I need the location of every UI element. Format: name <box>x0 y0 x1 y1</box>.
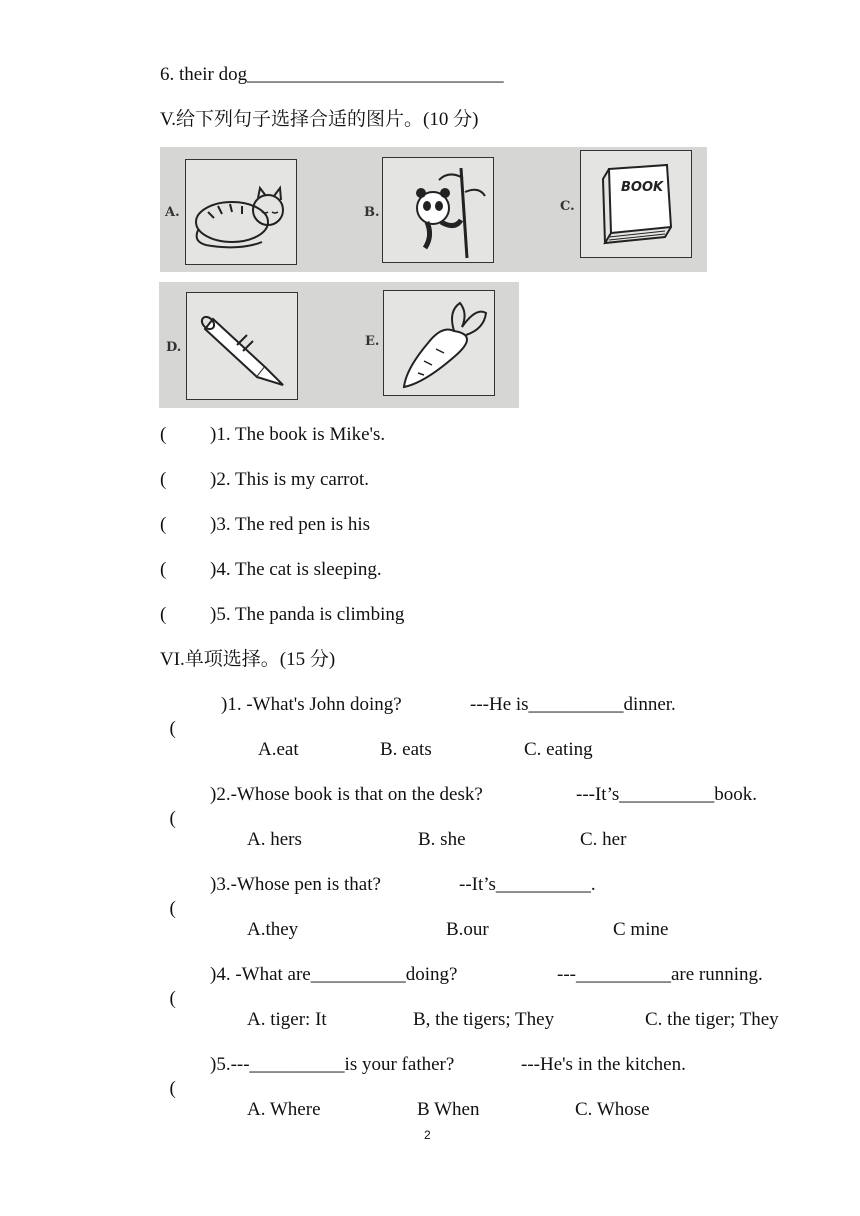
carrot-picture <box>383 290 495 396</box>
fill-in-item-6: 6. their dog___________________________ <box>160 64 504 85</box>
answer-paren: ( <box>160 469 167 490</box>
match-item-3-text: )3. The red pen is his <box>210 514 371 535</box>
option-b: B When <box>417 1099 480 1120</box>
question-5-prompt: )5.---__________is your father? <box>210 1054 455 1075</box>
answer-paren: ( <box>160 559 167 580</box>
match-item-1 <box>160 423 386 447</box>
option-c: C. her <box>580 829 627 850</box>
answer-paren: ( <box>169 898 176 919</box>
question-5-response: ---He's in the kitchen. <box>521 1054 686 1075</box>
picture-strip-1 <box>160 147 707 272</box>
answer-paren: ( <box>160 514 167 535</box>
option-a: A.they <box>247 919 299 940</box>
match-item-5-text: )5. The panda is climbing <box>210 604 405 625</box>
picture-label-b: B. <box>364 205 380 220</box>
picture-label-e: E. <box>365 334 380 349</box>
option-b: B, the tigers; They <box>413 1009 555 1030</box>
book-picture <box>580 150 692 258</box>
answer-paren: ( <box>169 1078 176 1099</box>
question-4-prompt: )4. -What are__________doing? <box>210 964 458 985</box>
page-number: 2 <box>424 1128 431 1142</box>
match-item-2-text: )2. This is my carrot. <box>210 469 370 490</box>
match-item-2 <box>160 468 370 492</box>
option-a: A. hers <box>247 829 302 850</box>
match-item-3 <box>160 513 371 537</box>
question-2-response: ---It’s__________book. <box>576 784 758 805</box>
book-icon <box>581 151 691 257</box>
answer-paren: ( <box>169 718 176 739</box>
option-c: C. the tiger; They <box>645 1009 779 1030</box>
option-c: C mine <box>613 919 669 940</box>
picture-label-a: A. <box>165 205 180 220</box>
question-3-prompt: )3.-Whose pen is that? <box>210 874 381 895</box>
match-item-4-text: )4. The cat is sleeping. <box>210 559 382 580</box>
section-6-heading: VI.单项选择。(15 分) <box>160 649 336 670</box>
fountain-pen-icon <box>187 293 297 399</box>
answer-paren: ( <box>169 988 176 1009</box>
match-item-5 <box>160 603 405 627</box>
option-c: C. eating <box>524 739 593 760</box>
section-5-heading: V.给下列句子选择合适的图片。(10 分) <box>160 109 479 130</box>
option-b: B.our <box>446 919 489 940</box>
question-1-prompt: )1. -What's John doing? <box>221 694 402 715</box>
question-2-prompt: )2.-Whose book is that on the desk? <box>210 784 483 805</box>
answer-paren: ( <box>160 424 167 445</box>
match-item-4 <box>160 558 382 582</box>
option-a: A. tiger: It <box>247 1009 327 1030</box>
option-b: B. eats <box>380 739 432 760</box>
panda-icon <box>383 158 493 262</box>
option-b: B. she <box>418 829 466 850</box>
option-c: C. Whose <box>575 1099 650 1120</box>
picture-strip-2 <box>159 282 519 408</box>
picture-label-d: D. <box>166 340 182 355</box>
answer-paren: ( <box>160 604 167 625</box>
cat-picture <box>185 159 297 265</box>
option-a: A.eat <box>258 739 299 760</box>
option-a: A. Where <box>247 1099 321 1120</box>
answer-paren: ( <box>169 808 176 829</box>
question-1-response: ---He is__________dinner. <box>470 694 676 715</box>
book-cover-text: BOOK <box>621 180 664 195</box>
match-item-1-text: )1. The book is Mike's. <box>210 424 386 445</box>
panda-picture <box>382 157 494 263</box>
question-3-response: --It’s__________. <box>459 874 596 895</box>
question-4-response: ---__________are running. <box>557 964 763 985</box>
picture-label-c: C. <box>560 199 575 214</box>
carrot-icon <box>384 291 494 395</box>
pen-picture <box>186 292 298 400</box>
sleeping-cat-icon <box>186 160 296 264</box>
